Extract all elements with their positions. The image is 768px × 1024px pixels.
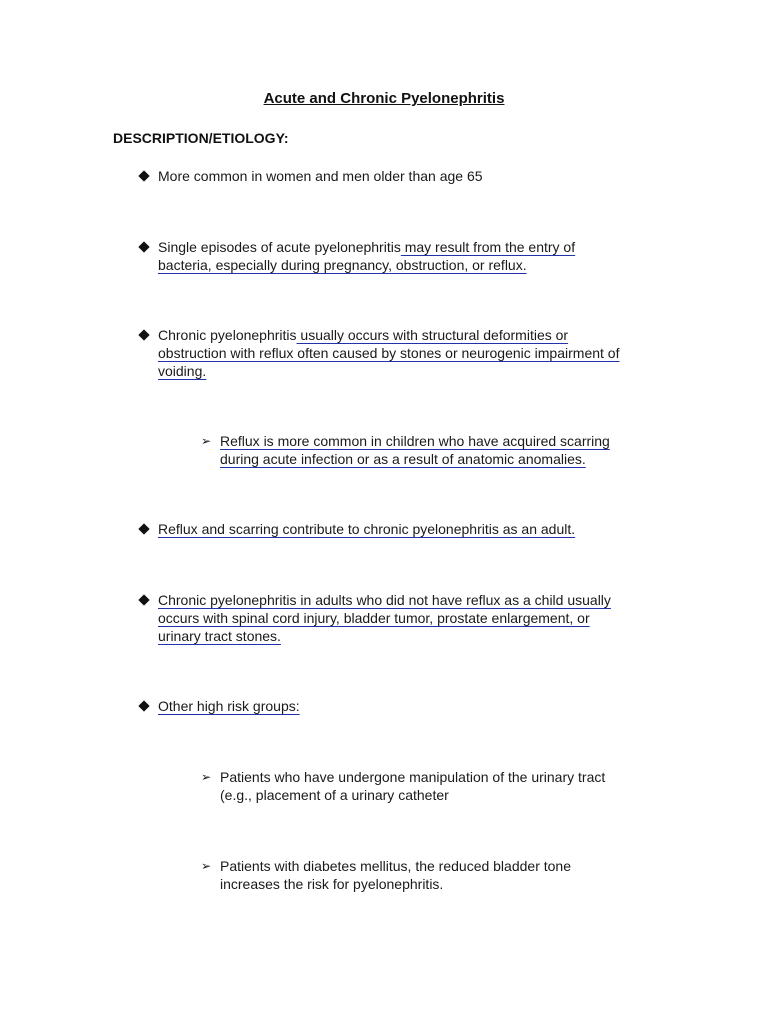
arrow-bullet-icon: ➢ <box>200 859 212 873</box>
section-heading: DESCRIPTION/ETIOLOGY: <box>113 130 289 146</box>
arrow-bullet-icon: ➢ <box>200 770 212 784</box>
diamond-bullet-icon <box>137 697 151 715</box>
document-title: Acute and Chronic Pyelonephritis <box>263 90 505 107</box>
diamond-bullet-icon <box>137 520 151 538</box>
arrow-bullet-icon: ➢ <box>200 434 212 448</box>
document-page: Acute and Chronic Pyelonephritis DESCRIPTION/ETIOLOGY: More common in women and men older than age 65 Single episodes of acute pyelonephritis may result from the entry of bacteria, especially during pregnancy, obstruction, or reflux. Chronic pyelonephritis usually occurs with structural deformities or obstruction with reflux often caused by stones or neurogenic impairment of voiding. ➢ Reflux is more common in children who have acquired scarring during acute infection or as a result of anatomic anomalies. Reflux and scarring contribute to chronic pyelonephritis as an adult. Chronic pyelonephritis in adults who did not have reflux as a child usually occurs with spinal cord injury, bladder tumor, prostate enlargement, or urinary tract stones. Other high risk groups: ➢ Patients who have undergone manipulation of the urinary tract (e.g., placement of a urinary catheter ➢ Patients with diabetes mellitus, the reduced bladder tone increases the risk for pyelonephritis. <box>0 0 768 1024</box>
diamond-bullet-icon <box>137 167 151 185</box>
diamond-bullet-icon <box>137 238 151 256</box>
diamond-bullet-icon <box>137 326 151 344</box>
diamond-bullet-icon <box>137 591 151 609</box>
